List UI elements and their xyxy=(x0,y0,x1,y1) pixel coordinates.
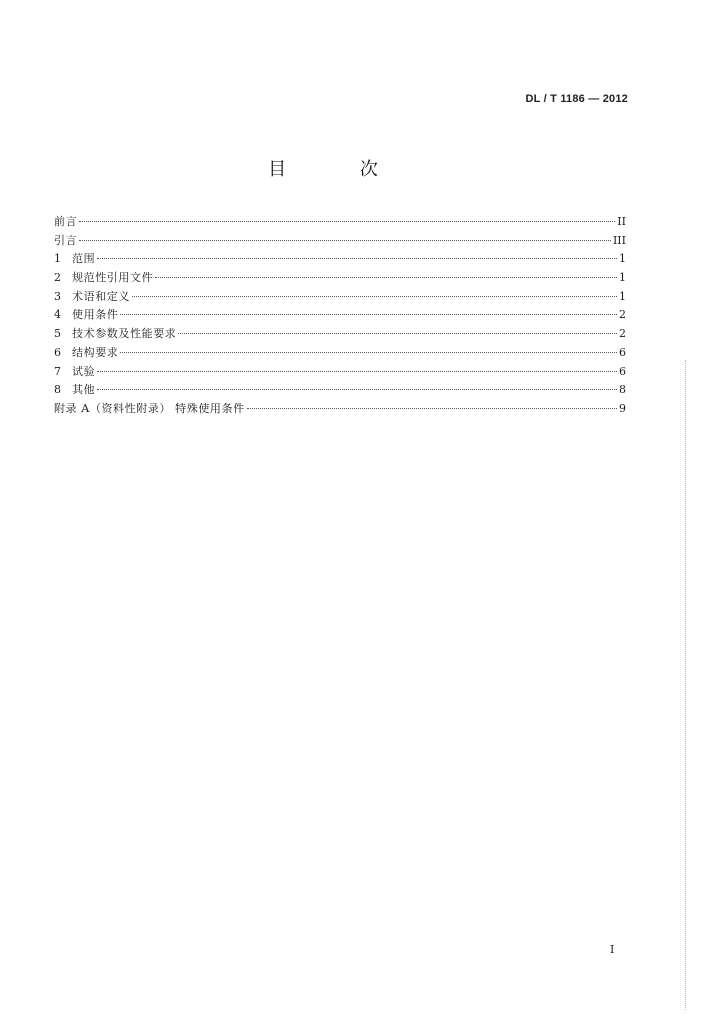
toc-item-label: 其他 xyxy=(72,383,96,397)
toc-item-introduction[interactable] xyxy=(54,232,626,251)
toc-leader xyxy=(79,240,611,241)
toc-item-number: 5 xyxy=(54,327,61,341)
toc-leader xyxy=(97,371,617,372)
toc-leader xyxy=(79,221,615,222)
toc-item-service-conditions[interactable] xyxy=(54,306,626,325)
toc-item-number: 1 xyxy=(54,252,61,266)
toc-item-page: 1 xyxy=(619,252,626,266)
toc-item-others[interactable] xyxy=(54,381,626,400)
toc-item-number: 4 xyxy=(54,308,61,322)
scan-edge-line xyxy=(685,360,686,1010)
toc-item-label: 引言 xyxy=(54,233,78,247)
toc-item-page: 1 xyxy=(619,271,626,285)
page-number: I xyxy=(610,943,615,956)
toc-item-structural-requirements[interactable] xyxy=(54,344,626,363)
toc-item-number: 3 xyxy=(54,289,61,303)
toc-item-page: 6 xyxy=(619,345,626,359)
toc-item-label: 规范性引用文件 xyxy=(72,271,154,285)
page-title: 目 次 xyxy=(268,159,412,180)
toc-item-label: 范围 xyxy=(72,252,96,266)
toc-item-page: II xyxy=(617,215,626,228)
toc-leader xyxy=(247,408,617,409)
toc-item-scope[interactable] xyxy=(54,250,626,269)
toc-leader xyxy=(97,258,617,259)
toc-item-terms-definitions[interactable] xyxy=(54,288,626,307)
toc-leader xyxy=(120,352,617,353)
document-code: DL / T 1186 — 2012 xyxy=(525,93,628,105)
toc-item-label: 术语和定义 xyxy=(72,289,130,303)
toc-item-number: 8 xyxy=(54,383,61,397)
toc-item-preface[interactable] xyxy=(54,213,626,232)
toc-leader xyxy=(97,389,617,390)
toc-item-number: 6 xyxy=(54,345,61,359)
toc-item-label: 结构要求 xyxy=(72,345,119,359)
toc-item-label: 试验 xyxy=(72,364,96,378)
toc-item-page: 8 xyxy=(619,383,626,397)
toc-item-number: 7 xyxy=(54,364,61,378)
toc-item-normative-references[interactable] xyxy=(54,269,626,288)
toc-item-page: 1 xyxy=(619,289,626,303)
toc-leader xyxy=(132,296,617,297)
table-of-contents xyxy=(54,213,626,419)
toc-item-label: 使用条件 xyxy=(72,308,119,322)
toc-leader xyxy=(120,314,617,315)
toc-item-page: 6 xyxy=(619,364,626,378)
toc-item-page: 2 xyxy=(619,308,626,322)
toc-item-label: 技术参数及性能要求 xyxy=(72,327,177,341)
toc-item-technical-parameters[interactable] xyxy=(54,325,626,344)
toc-item-label: 前言 xyxy=(54,215,78,228)
toc-leader xyxy=(178,333,617,334)
toc-item-number: 2 xyxy=(54,271,61,285)
toc-item-page: III xyxy=(612,233,626,247)
toc-item-page: 2 xyxy=(619,327,626,341)
toc-item-annex-a[interactable] xyxy=(54,400,626,419)
toc-leader xyxy=(155,277,617,278)
toc-item-tests[interactable] xyxy=(54,363,626,382)
toc-item-page: 9 xyxy=(619,401,626,415)
toc-item-label: 附录 A（资料性附录） 特殊使用条件 xyxy=(54,401,245,415)
